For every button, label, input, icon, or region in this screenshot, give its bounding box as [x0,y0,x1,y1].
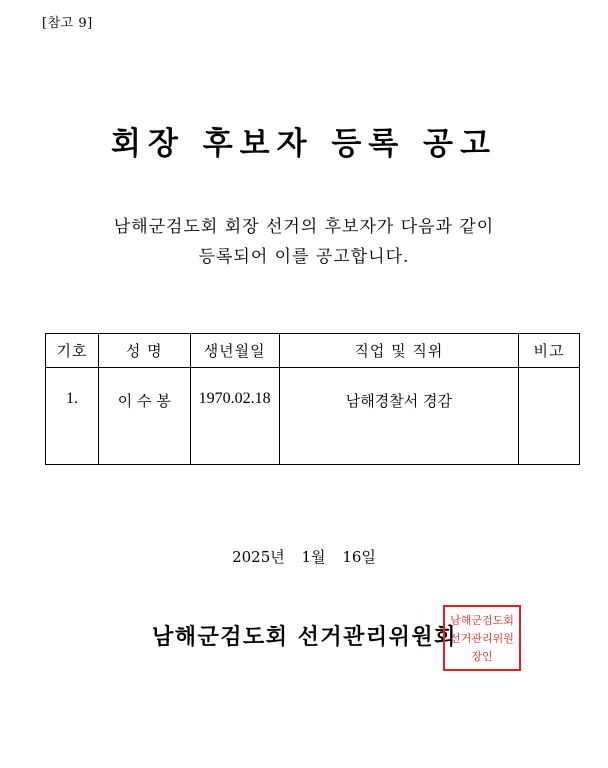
issuing-organization: 남해군검도회 선거관리위원회 [152,624,457,650]
cell-remarks [519,368,580,465]
table-row [46,368,580,465]
header-number: 기호 [46,334,99,368]
intro-paragraph [0,212,608,272]
intro-line-2: 등록되어 이를 공고합니다. [198,247,410,267]
header-name: 성 명 [98,334,190,368]
date-year: 2025년 [232,548,285,566]
header-occupation: 직업 및 직위 [279,334,518,368]
reference-label: [참고 9] [42,16,93,31]
date-month: 1월 [301,548,326,566]
page-title: 회장 후보자 등록 공고 [111,126,497,162]
cell-number: 1. [46,368,99,465]
date-day: 16일 [342,548,376,566]
intro-line-1: 남해군검도회 회장 선거의 후보자가 다음과 같이 [113,217,495,237]
seal-line-2: 선거관리위원 [450,632,514,645]
official-seal [443,605,521,671]
seal-line-3: 장인 [471,650,493,663]
cell-birthdate: 1970.02.18 [190,368,279,465]
candidate-table [45,333,580,465]
header-birthdate: 생년월일 [190,334,279,368]
table-header-row [46,334,580,368]
cell-occupation: 남해경찰서 경감 [279,368,518,465]
header-remarks: 비고 [519,334,580,368]
seal-line-1: 남해군검도회 [450,614,514,627]
cell-name: 이 수 봉 [98,368,190,465]
announcement-date [0,546,608,567]
